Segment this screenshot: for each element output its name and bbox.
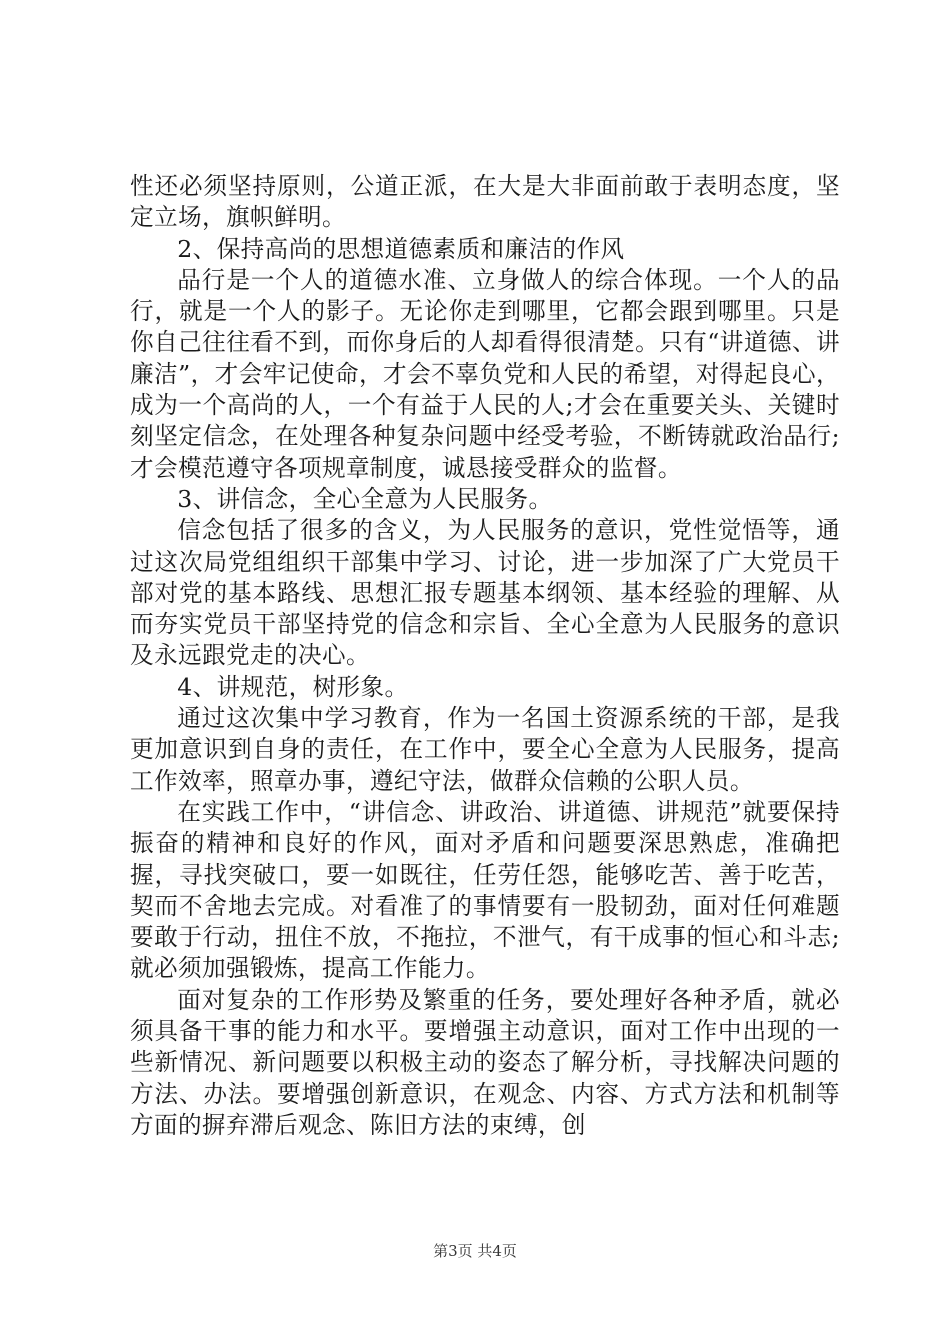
section-heading-2: 2、保持高尚的思想道德素质和廉洁的作风 [177,234,625,263]
paragraph-continued: 性还必须坚持原则，公道正派，在大是大非面前敢于表明态度，坚定立场，旗帜鲜明。 [130,172,840,232]
paragraph-morality: 品行是一个人的道德水准、立身做人的综合体现。一个人的品行，就是一个人的影子。无论你走到哪里，它都会跟到哪里。只是你自己往往看不到，而你身后的人却看得很清楚。只有“讲道德、讲廉洁”，才会牢记使命，才会不辜负党和人民的希望，对得起良心，成为一个高尚的人，一个有益于人民的人;才会在重要关头、关键时刻坚定信念，在处理各种复杂问题中经受考验，不断铸就政治品行;才会模范遵守各项规章制度，诚恳接受群众的监督。 [130,265,840,482]
page-number: 第3页 共4页 [433,1242,517,1260]
section-heading-3: 3、讲信念，全心全意为人民服务。 [177,484,553,513]
section-heading-4: 4、讲规范，树形象。 [177,672,409,701]
paragraph-study: 通过这次集中学习教育，作为一名国土资源系统的干部，是我更加意识到自身的责任，在工作中，要全心全意为人民服务，提高工作效率，照章办事，遵纪守法，做群众信赖的公职人员。 [130,704,840,795]
paragraph-belief: 信念包括了很多的含义，为人民服务的意识，党性觉悟等，通过这次局党组组织干部集中学习、讨论，进一步加深了广大党员干部对党的基本路线、思想汇报专题基本纲领、基本经验的理解、从而夯实党员干部坚持党的信念和宗旨、全心全意为人民服务的意识及永远跟党走的决心。 [130,516,840,670]
paragraph-practice: 在实践工作中，“讲信念、讲政治、讲道德、讲规范”就要保持振奋的精神和良好的作风，面对矛盾和问题要深思熟虑，准确把握，寻找突破口，要一如既往，任劳任怨，能够吃苦、善于吃苦，契而不舍地去完成。对看准了的事情要有一股韧劲，面对任何难题要敢于行动，扭住不放，不拖拉，不泄气，有干成事的恒心和斗志;就必须加强锻炼，提高工作能力。 [130,797,840,983]
document-body [130,171,840,1141]
paragraph-ability: 面对复杂的工作形势及繁重的任务，要处理好各种矛盾，就必须具备干事的能力和水平。要增强主动意识，面对工作中出现的一些新情况、新问题要以积极主动的姿态了解分析，寻找解决问题的方法、办法。要增强创新意识，在观念、内容、方式方法和机制等方面的摒弃滞后观念、陈旧方法的束缚，创 [130,985,840,1139]
